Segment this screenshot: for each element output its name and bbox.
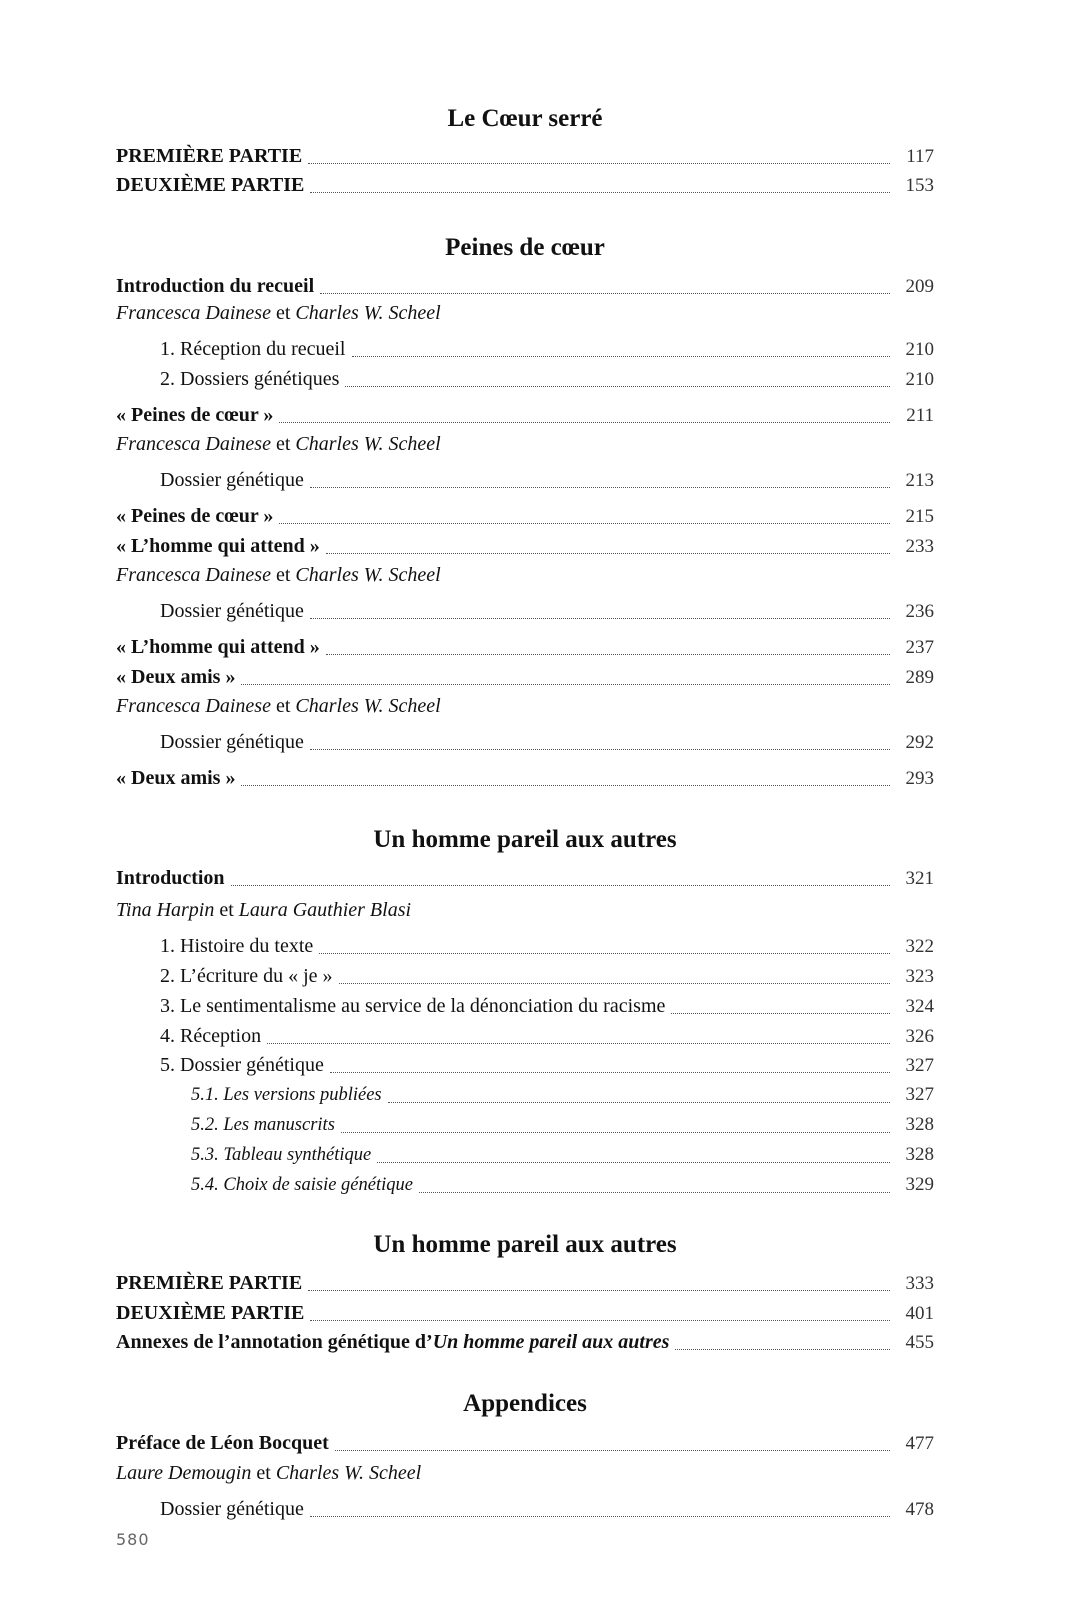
- toc-entry[interactable]: [160, 467, 934, 493]
- toc-entry[interactable]: [191, 1142, 934, 1168]
- page-number: 328: [905, 1144, 934, 1165]
- dot-leader: [330, 1072, 890, 1073]
- toc-entry[interactable]: [116, 865, 934, 891]
- toc-entry[interactable]: [191, 1172, 934, 1198]
- entry-label: DEUXIÈME PARTIE: [116, 1302, 305, 1324]
- section-heading: Le Cœur serré: [447, 105, 603, 132]
- entry-label: Introduction: [116, 867, 225, 889]
- dot-leader: [231, 885, 890, 886]
- dot-leader: [279, 422, 890, 423]
- toc-entry[interactable]: [191, 1112, 934, 1138]
- page-number: 477: [905, 1433, 934, 1454]
- toc-entry[interactable]: [116, 533, 934, 559]
- dot-leader: [326, 553, 890, 554]
- author-name: Laure Demougin: [116, 1462, 252, 1484]
- entry-label: « L’homme qui attend »: [116, 535, 320, 557]
- work-title: Un homme pareil aux autres: [432, 1331, 670, 1353]
- page-number: 326: [905, 1026, 934, 1047]
- entry-label: Annexes de l’annotation génétique d’Un homme pareil aux autres: [116, 1331, 670, 1353]
- page-number: 329: [905, 1174, 934, 1195]
- dot-leader: [308, 163, 890, 164]
- entry-label: « Peines de cœur »: [116, 505, 274, 527]
- entry-label: « Deux amis »: [116, 666, 236, 688]
- toc-entry[interactable]: [160, 1496, 934, 1522]
- folio-page-number: 580: [116, 1530, 150, 1549]
- entry-label: 1. Histoire du texte: [160, 935, 314, 957]
- toc-entry[interactable]: [160, 933, 934, 959]
- page-number: 323: [905, 966, 934, 987]
- toc-entry[interactable]: [160, 729, 934, 755]
- entry-label: Introduction du recueil: [116, 275, 315, 297]
- dot-leader: [310, 487, 890, 488]
- entry-label: 5.2. Les manuscrits: [191, 1115, 335, 1135]
- page-number: 215: [905, 506, 934, 527]
- page-number: 236: [905, 601, 934, 622]
- entry-label: 2. Dossiers génétiques: [160, 368, 340, 390]
- toc-entry[interactable]: [116, 1329, 934, 1355]
- page-number: 293: [905, 768, 934, 789]
- entry-label: 1. Réception du recueil: [160, 338, 346, 360]
- page-number: 455: [905, 1332, 934, 1353]
- dot-leader: [241, 785, 890, 786]
- dot-leader: [352, 356, 891, 357]
- dot-leader: [388, 1102, 890, 1103]
- dot-leader: [279, 523, 890, 524]
- entry-label: DEUXIÈME PARTIE: [116, 174, 305, 196]
- entry-label: 2. L’écriture du « je »: [160, 965, 333, 987]
- author-name: Charles W. Scheel: [275, 1462, 422, 1484]
- toc-entry[interactable]: [116, 273, 934, 299]
- toc-entry[interactable]: [116, 765, 934, 791]
- entry-label: « Peines de cœur »: [116, 404, 274, 426]
- toc-entry[interactable]: [116, 1270, 934, 1296]
- section-heading: Un homme pareil aux autres: [373, 826, 677, 853]
- toc-entry[interactable]: [160, 336, 934, 362]
- page-number: 322: [905, 936, 934, 957]
- entry-label: Dossier génétique: [160, 731, 304, 753]
- page-number: 328: [905, 1114, 934, 1135]
- page-number: 327: [905, 1084, 934, 1105]
- author-line: Francesca Dainese et Charles W. Scheel: [116, 433, 441, 455]
- toc-entry[interactable]: [160, 993, 934, 1019]
- author-line: Francesca Dainese et Charles W. Scheel: [116, 564, 441, 586]
- entry-label: 5. Dossier génétique: [160, 1054, 324, 1076]
- dot-leader: [419, 1192, 890, 1193]
- dot-leader: [241, 684, 890, 685]
- section-heading: Appendices: [463, 1390, 587, 1417]
- dot-leader: [310, 192, 890, 193]
- toc-entry[interactable]: [191, 1082, 934, 1108]
- page-number: 327: [905, 1055, 934, 1076]
- dot-leader: [310, 1516, 890, 1517]
- toc-entry[interactable]: [116, 143, 934, 169]
- author-line: Laure Demougin et Charles W. Scheel: [116, 1462, 422, 1484]
- toc-entry[interactable]: [160, 963, 934, 989]
- page-number: 117: [906, 146, 934, 167]
- entry-label: 5.4. Choix de saisie génétique: [191, 1175, 413, 1195]
- page-number: 153: [905, 175, 934, 196]
- toc-entry[interactable]: [160, 598, 934, 624]
- author-name: Francesca Dainese: [116, 564, 271, 586]
- author-line: Francesca Dainese et Charles W. Scheel: [116, 302, 441, 324]
- page-number: 211: [906, 405, 934, 426]
- author-name: Charles W. Scheel: [295, 433, 441, 455]
- dot-leader: [310, 749, 890, 750]
- page-number: 292: [905, 732, 934, 753]
- toc-entry[interactable]: [116, 402, 934, 428]
- dot-leader: [320, 293, 890, 294]
- author-name: Francesca Dainese: [116, 695, 271, 717]
- author-line: Francesca Dainese et Charles W. Scheel: [116, 695, 441, 717]
- toc-entry[interactable]: [116, 503, 934, 529]
- page-number: 209: [905, 276, 934, 297]
- dot-leader: [267, 1043, 890, 1044]
- page-number: 478: [905, 1499, 934, 1520]
- dot-leader: [326, 654, 890, 655]
- section-heading: Un homme pareil aux autres: [373, 1231, 677, 1258]
- toc-entry[interactable]: [116, 1430, 934, 1456]
- dot-leader: [308, 1290, 890, 1291]
- dot-leader: [345, 386, 890, 387]
- dot-leader: [671, 1013, 890, 1014]
- toc-entry[interactable]: [116, 172, 934, 198]
- dot-leader: [310, 618, 890, 619]
- entry-label: Dossier génétique: [160, 600, 304, 622]
- author-name: Charles W. Scheel: [295, 695, 441, 717]
- section-heading: Peines de cœur: [445, 234, 605, 261]
- entry-label: Dossier génétique: [160, 469, 304, 491]
- entry-label: 4. Réception: [160, 1025, 262, 1047]
- page-number: 210: [905, 369, 934, 390]
- entry-label: Préface de Léon Bocquet: [116, 1432, 329, 1454]
- entry-label: 5.1. Les versions publiées: [191, 1085, 382, 1105]
- author-name: Charles W. Scheel: [295, 302, 441, 324]
- page-number: 289: [905, 667, 934, 688]
- entry-label: PREMIÈRE PARTIE: [116, 145, 303, 167]
- author-name: Charles W. Scheel: [295, 564, 441, 586]
- toc-entry[interactable]: [160, 1023, 934, 1049]
- page-number: 210: [905, 339, 934, 360]
- toc-entry[interactable]: [160, 366, 934, 392]
- dot-leader: [377, 1162, 890, 1163]
- author-name: Tina Harpin: [116, 899, 215, 921]
- entry-label: « Deux amis »: [116, 767, 236, 789]
- page-number: 324: [905, 996, 934, 1017]
- page-number: 233: [905, 536, 934, 557]
- dot-leader: [310, 1320, 890, 1321]
- author-name: Francesca Dainese: [116, 433, 271, 455]
- toc-entry[interactable]: [160, 1052, 934, 1078]
- dot-leader: [319, 953, 890, 954]
- toc-entry[interactable]: [116, 634, 934, 660]
- author-line: Tina Harpin et Laura Gauthier Blasi: [116, 899, 412, 921]
- page-number: 237: [905, 637, 934, 658]
- entry-label: 3. Le sentimentalisme au service de la dénonciation du racisme: [160, 995, 666, 1017]
- entry-label: 5.3. Tableau synthétique: [191, 1145, 372, 1165]
- page-number: 213: [905, 470, 934, 491]
- entry-label: Dossier génétique: [160, 1498, 304, 1520]
- entry-label: « L’homme qui attend »: [116, 636, 320, 658]
- entry-label: PREMIÈRE PARTIE: [116, 1272, 303, 1294]
- dot-leader: [341, 1132, 890, 1133]
- dot-leader: [335, 1450, 890, 1451]
- page-number: 401: [905, 1303, 934, 1324]
- dot-leader: [339, 983, 890, 984]
- author-name: Francesca Dainese: [116, 302, 271, 324]
- page-number: 333: [905, 1273, 934, 1294]
- author-name: Laura Gauthier Blasi: [238, 899, 412, 921]
- page-number: 321: [905, 868, 934, 889]
- toc-entry[interactable]: [116, 664, 934, 690]
- dot-leader: [675, 1349, 890, 1350]
- toc-entry[interactable]: [116, 1300, 934, 1326]
